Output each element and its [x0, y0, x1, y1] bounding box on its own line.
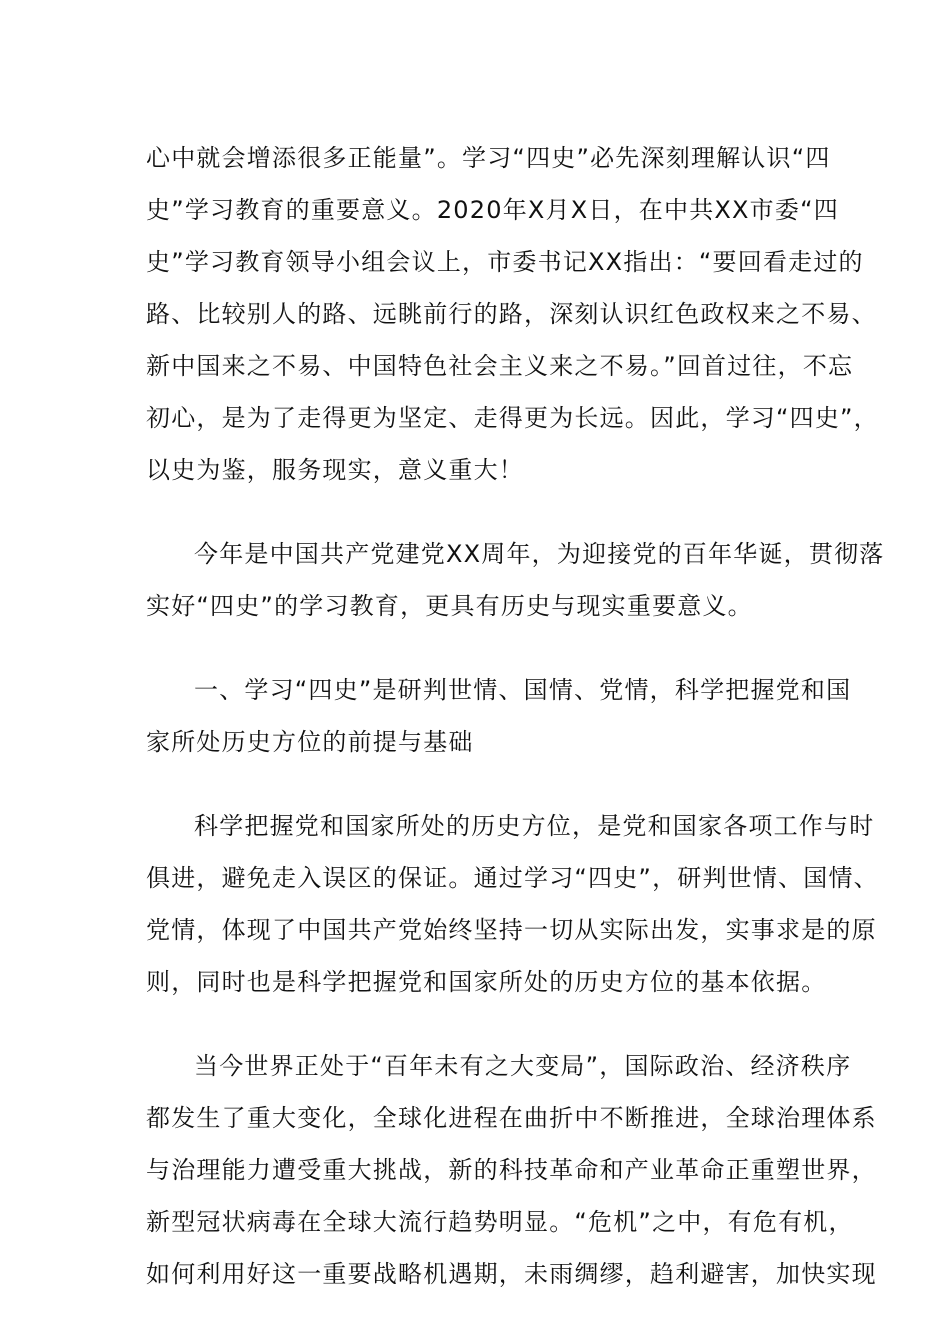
section-heading	[146, 664, 852, 768]
paragraph-line: 当今世界正处于“百年未有之大变局”，国际政治、经济秩序	[194, 1052, 852, 1080]
paragraph-2	[146, 528, 885, 632]
paragraph-line: 初心，是为了走得更为坚定、走得更为长远。因此，学习“四史”，	[146, 404, 879, 432]
paragraph-line: 新型冠状病毒在全球大流行趋势明显。“危机”之中，有危有机，	[146, 1208, 854, 1236]
paragraph-line: 如何利用好这一重要战略机遇期，未雨绸缪，趋利避害，加快实现	[146, 1260, 877, 1288]
paragraph-line: 俱进，避免走入误区的保证。通过学习“四史”，研判世情、国情、	[146, 864, 879, 892]
paragraph-line: 实好“四史”的学习教育，更具有历史与现实重要意义。	[146, 592, 753, 620]
paragraph-line: 党情，体现了中国共产党始终坚持一切从实际出发，实事求是的原	[146, 916, 877, 944]
paragraph-4	[146, 800, 879, 1008]
heading-line: 一、学习“四史”是研判世情、国情、党情，科学把握党和国	[194, 676, 852, 704]
paragraph-5	[146, 1040, 877, 1300]
paragraph-line: 心中就会增添很多正能量”。学习“四史”必先深刻理解认识“四	[146, 144, 831, 172]
paragraph-line: 路、比较别人的路、远眺前行的路，深刻认识红色政权来之不易、	[146, 300, 877, 328]
document-body	[146, 132, 885, 1332]
paragraph-line: 与治理能力遭受重大挑战，新的科技革命和产业革命正重塑世界，	[146, 1156, 877, 1184]
paragraph-line: 史”学习教育领导小组会议上，市委书记XX指出：“要回看走过的	[146, 248, 864, 276]
paragraph-line: 史”学习教育的重要意义。2020年X月X日，在中共XX市委“四	[146, 196, 839, 224]
paragraph-line: 以史为鉴，服务现实，意义重大！	[146, 456, 524, 484]
paragraph-line: 科学把握党和国家所处的历史方位，是党和国家各项工作与时	[194, 812, 875, 840]
paragraph-line: 则，同时也是科学把握党和国家所处的历史方位的基本依据。	[146, 968, 827, 996]
paragraph-1	[146, 132, 879, 496]
paragraph-line: 都发生了重大变化，全球化进程在曲折中不断推进，全球治理体系	[146, 1104, 877, 1132]
paragraph-line: 新中国来之不易、中国特色社会主义来之不易。”回首过往，不忘	[146, 352, 854, 380]
heading-line: 家所处历史方位的前提与基础	[146, 728, 474, 756]
paragraph-line: 今年是中国共产党建党XX周年，为迎接党的百年华诞，贯彻落	[194, 540, 885, 568]
